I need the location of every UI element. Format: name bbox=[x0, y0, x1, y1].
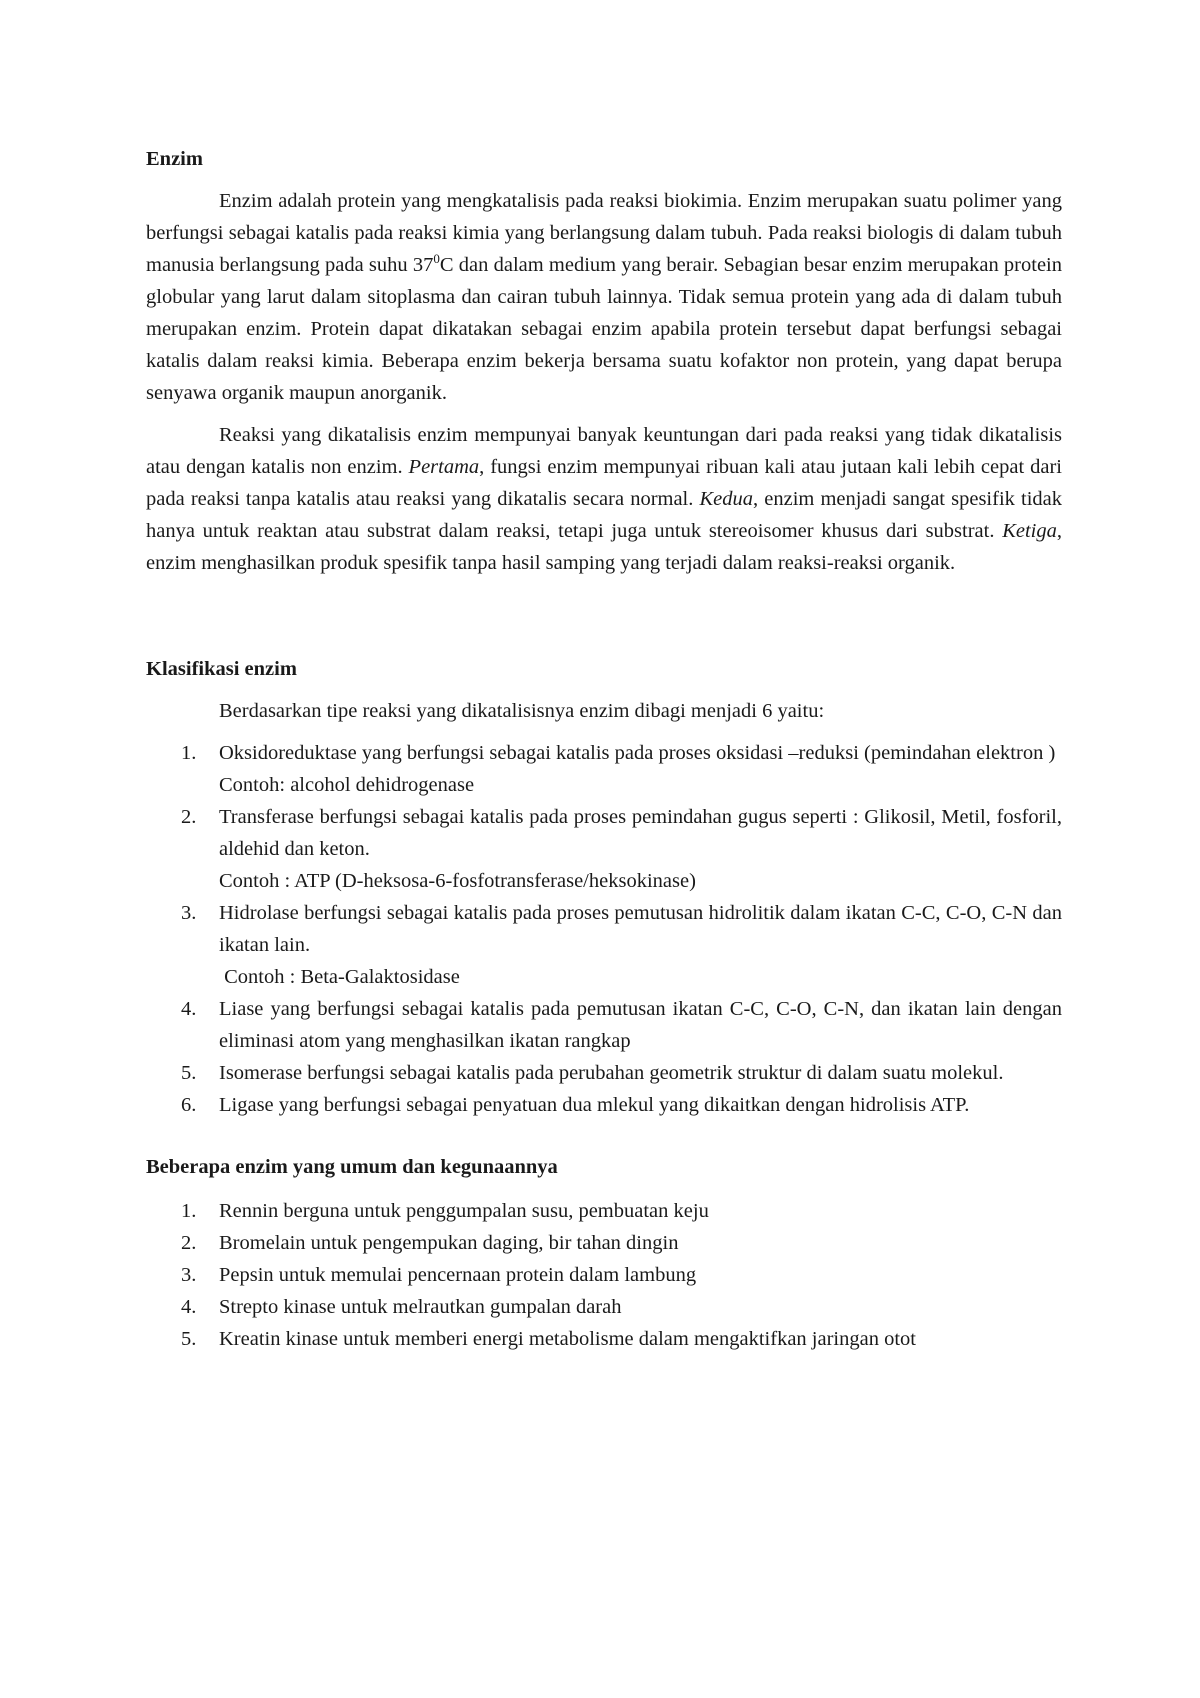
enzim-umum-list bbox=[146, 1195, 1062, 1355]
list-item: 3. Hidrolase berfungsi sebagai katalis pada proses pemutusan hidrolitik dalam ikatan C-C, C-O, C-N dan ikatan lain. Contoh : Beta-Galaktosidase bbox=[146, 897, 1062, 993]
section-title-enzim: Enzim bbox=[146, 148, 203, 170]
list-item: 3. Pepsin untuk memulai pencernaan protein dalam lambung bbox=[181, 1264, 697, 1286]
list-item: 2. Transferase berfungsi sebagai katalis pada proses pemindahan gugus seperti : Glikosil, Metil, fosforil, aldehid dan keton. Contoh : ATP (D-heksosa-6-fosfotransferase/heksokinase) bbox=[146, 801, 1062, 897]
list-item: 2. Bromelain untuk pengempukan daging, bir tahan dingin bbox=[181, 1232, 679, 1254]
paragraph-enzim-definition: Enzim adalah protein yang mengkatalisis pada reaksi biokimia. Enzim merupakan suatu polimer yang berfungsi sebagai katalis pada reaksi kimia yang berlangsung dalam tubuh. Pada reaksi biologis di dalam tubuh manusia berlangsung pada suhu $37^0C$ dan dalam medium yang berair. Sebagian besar enzim merupakan protein globular yang larut dalam sitoplasma dan cairan tubuh lainnya. Tidak semua protein yang ada di dalam tubuh merupakan enzim. Protein dapat dikatakan sebagai enzim apabila protein tersebut dapat berfungsi sebagai katalis dalam reaksi kimia. Beberapa enzim bekerja bersama suatu kofaktor non protein, yang dapat berupa senyawa organik maupun anorganik. bbox=[146, 190, 1062, 404]
list-item: 1. Rennin berguna untuk penggumpalan susu, pembuatan keju bbox=[181, 1200, 709, 1222]
example-text: Contoh: alcohol dehidrogenase bbox=[219, 774, 475, 796]
list-item: 4. Strepto kinase untuk melrautkan gumpalan darah bbox=[181, 1296, 622, 1318]
section-title-enzim-umum: Beberapa enzim yang umum dan kegunaannya bbox=[146, 1156, 558, 1178]
klasifikasi-list bbox=[146, 737, 1062, 1121]
paragraph-enzim-advantages: Reaksi yang dikatalisis enzim mempunyai banyak keuntungan dari pada reaksi yang tidak dikatalisis atau dengan katalis non enzim. Pertama, fungsi enzim mempunyai ribuan kali atau jutaan kali lebih cepat dari pada reaksi tanpa katalis atau reaksi yang dikatalis secara normal. Kedua, enzim menjadi sangat spesifik tidak hanya untuk reaktan atau substrat dalam reaksi, tetapi juga untuk stereoisomer khusus dari substrat. Ketiga, enzim menghasilkan produk spesifik tanpa hasil samping yang terjadi dalam reaksi-reaksi organik. bbox=[146, 424, 1062, 574]
list-item: 6. Ligase yang berfungsi sebagai penyatuan dua mlekul yang dikaitkan dengan hidrolisis ATP. bbox=[181, 1094, 970, 1116]
example-text: Contoh : ATP (D-heksosa-6-fosfotransferase/heksokinase) bbox=[219, 870, 696, 892]
superscript-degree: 0 bbox=[433, 251, 440, 266]
document-page bbox=[146, 143, 1062, 1355]
section-title-klasifikasi: Klasifikasi enzim bbox=[146, 658, 297, 680]
list-item: 5. Kreatin kinase untuk memberi energi metabolisme dalam mengaktifkan jaringan otot bbox=[181, 1328, 916, 1350]
example-text: Contoh : Beta-Galaktosidase bbox=[219, 966, 460, 988]
list-item: 4. Liase yang berfungsi sebagai katalis pada pemutusan ikatan C-C, C-O, C-N, dan ikatan lain dengan eliminasi atom yang menghasilkan ikatan rangkap bbox=[181, 998, 1062, 1052]
klasifikasi-intro: Berdasarkan tipe reaksi yang dikatalisisnya enzim dibagi menjadi 6 yaitu: bbox=[219, 700, 825, 722]
list-item: 5. Isomerase berfungsi sebagai katalis pada perubahan geometrik struktur di dalam suatu molekul. bbox=[181, 1062, 1004, 1084]
list-item: 1. Oksidoreduktase yang berfungsi sebagai katalis pada proses oksidasi –reduksi (pemindahan elektron ) Contoh: alcohol dehidrogenase bbox=[146, 737, 1062, 801]
